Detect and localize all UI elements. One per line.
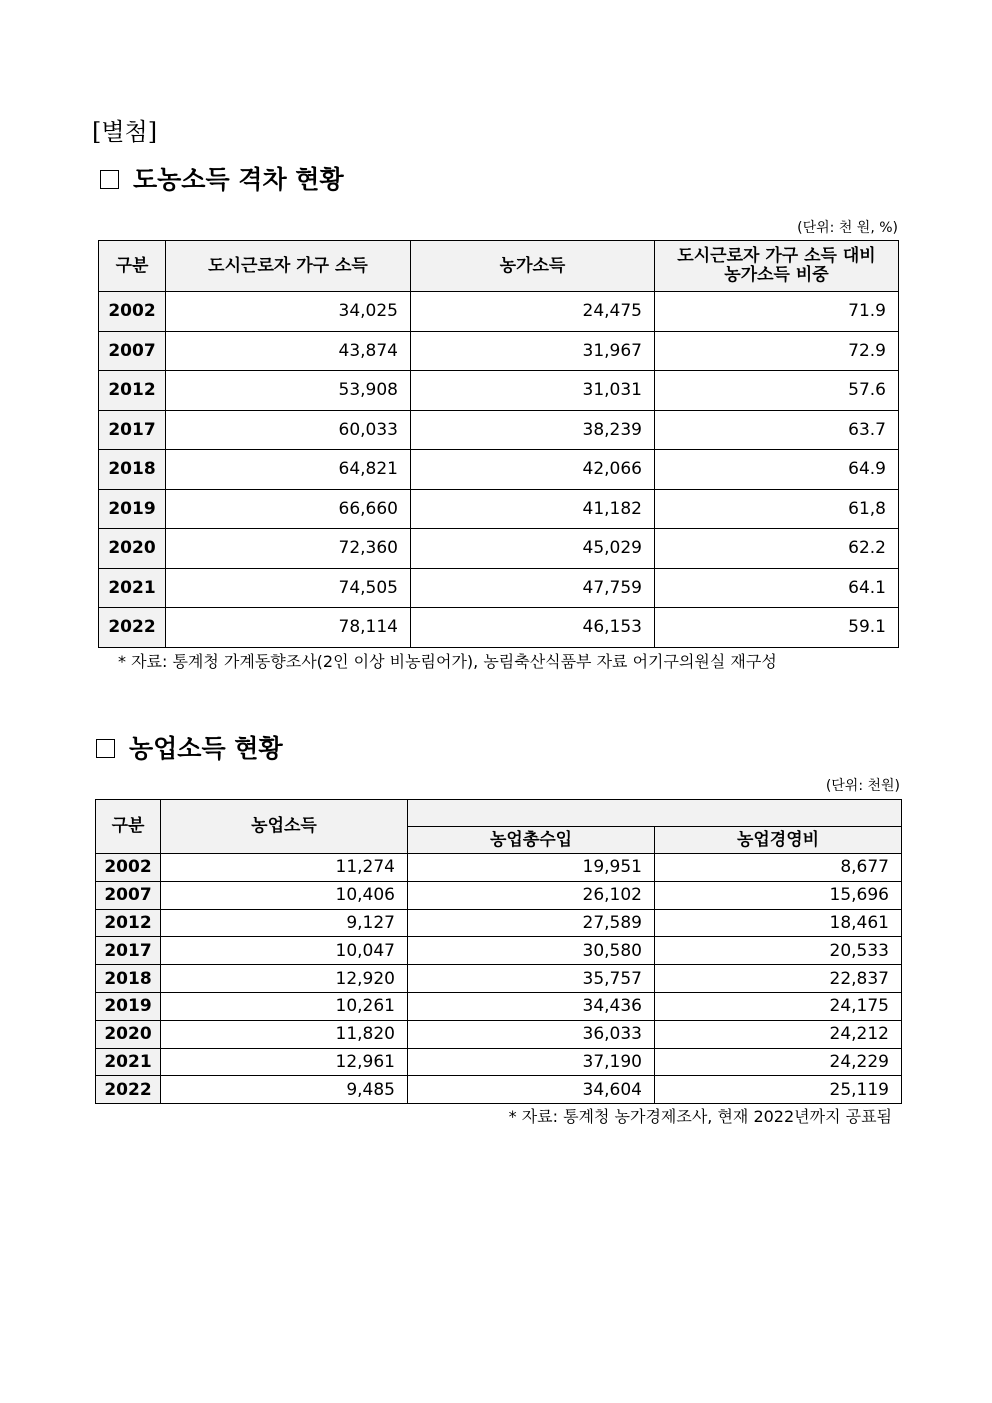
value-cell: 9,127 bbox=[161, 909, 408, 937]
table-row bbox=[99, 410, 899, 450]
year-cell: 2018 bbox=[99, 450, 166, 490]
attachment-label: [별첨] bbox=[92, 118, 158, 146]
value-cell: 24,475 bbox=[411, 292, 655, 332]
section1-source-note: * 자료: 통계청 가계동향조사(2인 이상 비농림어가), 농림축산식품부 자료 어기구의원실 재구성 bbox=[118, 652, 777, 671]
value-cell: 45,029 bbox=[411, 529, 655, 569]
value-cell: 64.9 bbox=[655, 450, 899, 490]
value-cell: 57.6 bbox=[655, 371, 899, 411]
year-cell: 2021 bbox=[99, 568, 166, 608]
value-cell: 27,589 bbox=[408, 909, 655, 937]
value-cell: 24,212 bbox=[655, 1020, 902, 1048]
year-cell: 2012 bbox=[96, 909, 161, 937]
year-cell: 2021 bbox=[96, 1048, 161, 1076]
value-cell: 64.1 bbox=[655, 568, 899, 608]
value-cell: 36,033 bbox=[408, 1020, 655, 1048]
section2-title bbox=[96, 729, 283, 765]
value-cell: 37,190 bbox=[408, 1048, 655, 1076]
value-cell: 61,8 bbox=[655, 489, 899, 529]
urban-rural-income-table bbox=[98, 240, 899, 648]
year-cell: 2007 bbox=[96, 881, 161, 909]
value-cell: 20,533 bbox=[655, 937, 902, 965]
table-row bbox=[99, 608, 899, 648]
value-cell: 34,604 bbox=[408, 1076, 655, 1104]
year-cell: 2017 bbox=[99, 410, 166, 450]
section2-source-note: * 자료: 통계청 농가경제조사, 현재 2022년까지 공표됨 bbox=[508, 1107, 892, 1126]
value-cell: 30,580 bbox=[408, 937, 655, 965]
year-cell: 2018 bbox=[96, 965, 161, 993]
value-cell: 72.9 bbox=[655, 331, 899, 371]
value-cell: 59.1 bbox=[655, 608, 899, 648]
table-row bbox=[96, 1020, 902, 1048]
table-row bbox=[96, 881, 902, 909]
value-cell: 64,821 bbox=[166, 450, 411, 490]
year-cell: 2002 bbox=[96, 854, 161, 882]
farm-income-table bbox=[95, 799, 902, 1104]
year-cell: 2019 bbox=[99, 489, 166, 529]
value-cell: 26,102 bbox=[408, 881, 655, 909]
checkbox-square-icon bbox=[100, 170, 119, 189]
header-cell: 구분 bbox=[96, 800, 161, 854]
value-cell: 34,436 bbox=[408, 992, 655, 1020]
year-cell: 2020 bbox=[96, 1020, 161, 1048]
table-row bbox=[96, 909, 902, 937]
header-cell: 농업소득 bbox=[161, 800, 408, 854]
header-line: 농가소득 비중 bbox=[724, 265, 829, 285]
section2-unit: (단위: 천원) bbox=[825, 778, 900, 794]
checkbox-square-icon bbox=[96, 739, 115, 758]
table-row bbox=[96, 1076, 902, 1104]
table-row bbox=[99, 371, 899, 411]
table-row bbox=[99, 568, 899, 608]
value-cell: 46,153 bbox=[411, 608, 655, 648]
value-cell: 25,119 bbox=[655, 1076, 902, 1104]
header-cell bbox=[655, 241, 899, 292]
value-cell: 38,239 bbox=[411, 410, 655, 450]
year-cell: 2020 bbox=[99, 529, 166, 569]
value-cell: 10,406 bbox=[161, 881, 408, 909]
header-cell: 농가소득 bbox=[411, 241, 655, 292]
table-row bbox=[99, 450, 899, 490]
section1-title-text: 도농소득 격차 현황 bbox=[133, 165, 344, 194]
value-cell: 22,837 bbox=[655, 965, 902, 993]
value-cell: 60,033 bbox=[166, 410, 411, 450]
value-cell: 34,025 bbox=[166, 292, 411, 332]
value-cell: 74,505 bbox=[166, 568, 411, 608]
table-row bbox=[99, 292, 899, 332]
table-row bbox=[99, 331, 899, 371]
value-cell: 43,874 bbox=[166, 331, 411, 371]
value-cell: 71.9 bbox=[655, 292, 899, 332]
table-row bbox=[96, 937, 902, 965]
value-cell: 41,182 bbox=[411, 489, 655, 529]
value-cell: 53,908 bbox=[166, 371, 411, 411]
header-cell: 도시근로자 가구 소득 bbox=[166, 241, 411, 292]
value-cell: 18,461 bbox=[655, 909, 902, 937]
header-cell: 구분 bbox=[99, 241, 166, 292]
header-cell: 농업총수입 bbox=[408, 827, 655, 854]
section1-title bbox=[100, 160, 344, 196]
table-row bbox=[96, 854, 902, 882]
year-cell: 2002 bbox=[99, 292, 166, 332]
value-cell: 42,066 bbox=[411, 450, 655, 490]
year-cell: 2019 bbox=[96, 992, 161, 1020]
table-row bbox=[96, 992, 902, 1020]
value-cell: 63.7 bbox=[655, 410, 899, 450]
section2-title-text: 농업소득 현황 bbox=[129, 734, 283, 763]
value-cell: 11,820 bbox=[161, 1020, 408, 1048]
value-cell: 19,951 bbox=[408, 854, 655, 882]
section1-unit: (단위: 천 원, %) bbox=[797, 220, 898, 236]
value-cell: 8,677 bbox=[655, 854, 902, 882]
value-cell: 12,961 bbox=[161, 1048, 408, 1076]
value-cell: 10,047 bbox=[161, 937, 408, 965]
table-header-row bbox=[96, 800, 902, 827]
value-cell: 72,360 bbox=[166, 529, 411, 569]
value-cell: 66,660 bbox=[166, 489, 411, 529]
year-cell: 2012 bbox=[99, 371, 166, 411]
value-cell: 31,031 bbox=[411, 371, 655, 411]
value-cell: 78,114 bbox=[166, 608, 411, 648]
value-cell: 31,967 bbox=[411, 331, 655, 371]
value-cell: 15,696 bbox=[655, 881, 902, 909]
table-row bbox=[96, 965, 902, 993]
year-cell: 2007 bbox=[99, 331, 166, 371]
header-cell: 농업경영비 bbox=[655, 827, 902, 854]
value-cell: 62.2 bbox=[655, 529, 899, 569]
year-cell: 2017 bbox=[96, 937, 161, 965]
header-line: 도시근로자 가구 소득 대비 bbox=[677, 246, 876, 266]
table-header-row bbox=[99, 241, 899, 292]
value-cell: 11,274 bbox=[161, 854, 408, 882]
value-cell: 24,229 bbox=[655, 1048, 902, 1076]
value-cell: 12,920 bbox=[161, 965, 408, 993]
value-cell: 10,261 bbox=[161, 992, 408, 1020]
header-cell-empty bbox=[408, 800, 902, 827]
value-cell: 24,175 bbox=[655, 992, 902, 1020]
year-cell: 2022 bbox=[96, 1076, 161, 1104]
value-cell: 47,759 bbox=[411, 568, 655, 608]
table-row bbox=[99, 489, 899, 529]
table-row bbox=[99, 529, 899, 569]
value-cell: 35,757 bbox=[408, 965, 655, 993]
value-cell: 9,485 bbox=[161, 1076, 408, 1104]
table-row bbox=[96, 1048, 902, 1076]
year-cell: 2022 bbox=[99, 608, 166, 648]
